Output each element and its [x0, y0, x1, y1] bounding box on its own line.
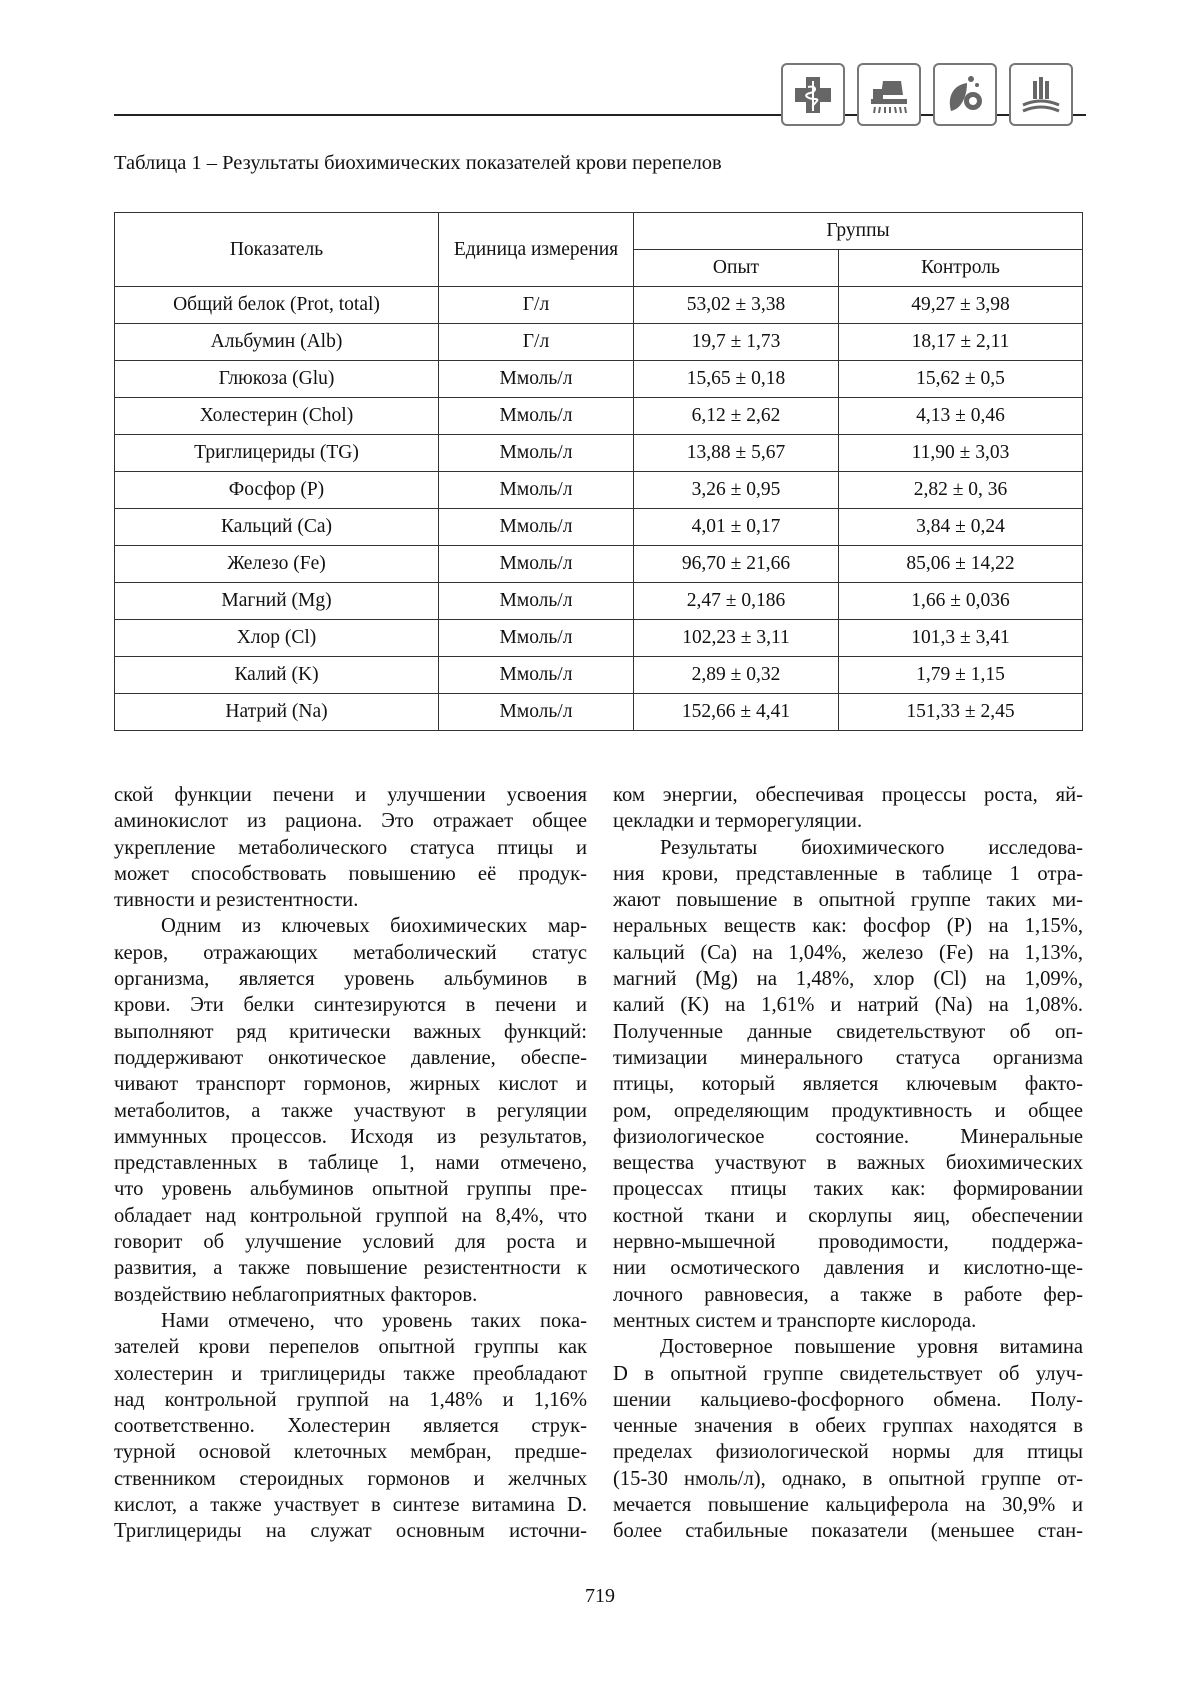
text-line: организма, является уровень альбуминов в: [114, 968, 587, 991]
header-unit: Единица измерения: [439, 213, 634, 287]
text-line: керов, отражающих метаболический статус: [114, 941, 587, 964]
left-text-column: [114, 782, 587, 1545]
text-line: поддерживают онкотическое давление, обеспе-: [114, 1046, 587, 1069]
cell-experiment: 2,47 ± 0,186: [634, 583, 839, 620]
right-text-column: [613, 782, 1083, 1545]
cell-control: 15,62 ± 0,5: [839, 361, 1083, 398]
text-line: ченные значения в обеих группах находятся в: [613, 1415, 1083, 1438]
text-line: тивности и резистентности.: [114, 889, 359, 912]
cell-control: 101,3 ± 3,41: [839, 620, 1083, 657]
paragraph: [114, 913, 587, 1307]
text-line: иммунных процессов. Исходя из результатов,: [114, 1125, 587, 1148]
combine-harvester-icon: [857, 63, 921, 126]
text-line: пределах физиологической нормы для птицы: [613, 1441, 1083, 1464]
cell-indicator: Глюкоза (Glu): [115, 361, 439, 398]
cell-unit: Ммоль/л: [439, 361, 634, 398]
cell-unit: Ммоль/л: [439, 620, 634, 657]
text-line: неральных веществ как: фосфор (Р) на 1,15%,: [613, 915, 1083, 938]
cell-unit: Ммоль/л: [439, 398, 634, 435]
cell-indicator: Триглицериды (TG): [115, 435, 439, 472]
header-experiment: Опыт: [634, 250, 839, 287]
cell-unit: Ммоль/л: [439, 583, 634, 620]
cell-experiment: 3,26 ± 0,95: [634, 472, 839, 509]
text-line: D в опытной группе свидетельствует об улуч-: [613, 1362, 1083, 1385]
table-row: [115, 694, 1083, 731]
header-indicator: Показатель: [115, 213, 439, 287]
text-line: Результаты биохимического исследова-: [660, 836, 1083, 859]
text-line: аминокислот из рациона. Это отражает общее: [114, 810, 587, 833]
text-line: цекладки и терморегуляции.: [613, 810, 863, 833]
paragraph: [114, 782, 587, 913]
cell-indicator: Кальций (Ca): [115, 509, 439, 546]
text-line: ментных систем и транспорте кислорода.: [613, 1309, 977, 1332]
text-line: магний (Mg) на 1,48%, хлор (Cl) на 1,09%,: [613, 968, 1083, 991]
table-row: [115, 361, 1083, 398]
text-line: кальций (Са) на 1,04%, железо (Fe) на 1,13%,: [613, 941, 1083, 964]
cell-control: 11,90 ± 3,03: [839, 435, 1083, 472]
cell-experiment: 6,12 ± 2,62: [634, 398, 839, 435]
text-line: над контрольной группой на 1,48% и 1,16%: [114, 1388, 587, 1411]
table-caption: Таблица 1 – Результаты биохимических показателей крови перепелов: [114, 152, 722, 174]
medical-cross-icon: [781, 63, 845, 126]
cell-indicator: Калий (K): [115, 657, 439, 694]
text-line: метаболитов, а также участвуют в регуляции: [114, 1099, 587, 1122]
text-line: калий (K) на 1,61% и натрий (Na) на 1,08%.: [613, 994, 1083, 1017]
cell-indicator: Железо (Fe): [115, 546, 439, 583]
cell-unit: Ммоль/л: [439, 509, 634, 546]
cell-indicator: Натрий (Na): [115, 694, 439, 731]
text-line: кислот, а также участвует в синтезе витамина D.: [114, 1494, 587, 1517]
text-line: выполняют ряд критически важных функций:: [114, 1020, 587, 1043]
leaf-gear-icon: [933, 63, 997, 126]
table-row: [115, 546, 1083, 583]
cell-indicator: Фосфор (P): [115, 472, 439, 509]
cell-experiment: 13,88 ± 5,67: [634, 435, 839, 472]
text-line: крови. Эти белки синтезируются в печени и: [114, 994, 587, 1017]
cell-control: 18,17 ± 2,11: [839, 324, 1083, 361]
text-line: укрепление метаболического статуса птицы и: [114, 836, 587, 859]
paragraph: [114, 1308, 587, 1545]
text-line: мечается повышение кальциферола на 30,9% и: [613, 1494, 1083, 1517]
text-line: шении кальциево-фосфорного обмена. Полу-: [613, 1388, 1083, 1411]
cell-unit: Ммоль/л: [439, 472, 634, 509]
text-line: Полученные данные свидетельствуют об оп-: [613, 1020, 1083, 1043]
cell-control: 3,84 ± 0,24: [839, 509, 1083, 546]
page-number: 719: [585, 1585, 615, 1607]
text-line: ния крови, представленные в таблице 1 отра-: [613, 862, 1083, 885]
text-line: Достоверное повышение уровня витамина: [660, 1336, 1083, 1359]
cell-experiment: 15,65 ± 0,18: [634, 361, 839, 398]
cell-indicator: Хлор (Cl): [115, 620, 439, 657]
text-line: тимизации минерального статуса организма: [613, 1046, 1083, 1069]
header-icons: [781, 63, 1073, 126]
text-line: турной основой клеточных мембран, предше-: [114, 1441, 587, 1464]
cell-unit: Ммоль/л: [439, 435, 634, 472]
cell-control: 85,06 ± 14,22: [839, 546, 1083, 583]
blood-biochemistry-table: [114, 212, 1083, 731]
text-line: костной ткани и скорлупы яиц, обеспечении: [613, 1204, 1083, 1227]
cell-control: 1,66 ± 0,036: [839, 583, 1083, 620]
text-line: соответственно. Холестерин является струк-: [114, 1415, 587, 1438]
cell-control: 151,33 ± 2,45: [839, 694, 1083, 731]
table-row: [115, 583, 1083, 620]
text-line: физиологическое состояние. Минеральные: [613, 1125, 1083, 1148]
text-line: обладает над контрольной группой на 8,4%, что: [114, 1204, 587, 1227]
header-groups: Группы: [634, 213, 1083, 250]
cell-experiment: 4,01 ± 0,17: [634, 509, 839, 546]
table-row: [115, 287, 1083, 324]
text-line: представленных в таблице 1, нами отмечено,: [114, 1152, 587, 1175]
cell-control: 49,27 ± 3,98: [839, 287, 1083, 324]
paragraph: [613, 835, 1083, 1335]
paragraph: [613, 1334, 1083, 1544]
text-line: зателей крови перепелов опытной группы как: [114, 1336, 587, 1359]
text-line: (15-30 нмоль/л), однако, в опытной группе от-: [613, 1467, 1083, 1490]
table-row: [115, 657, 1083, 694]
table-row: [115, 620, 1083, 657]
cell-unit: Г/л: [439, 287, 634, 324]
cell-control: 2,82 ± 0, 36: [839, 472, 1083, 509]
text-line: более стабильные показатели (меньшее стан-: [613, 1520, 1083, 1543]
cell-indicator: Магний (Mg): [115, 583, 439, 620]
cell-experiment: 53,02 ± 3,38: [634, 287, 839, 324]
cell-indicator: Холестерин (Chol): [115, 398, 439, 435]
header-control: Контроль: [839, 250, 1083, 287]
text-line: ской функции печени и улучшении усвоения: [114, 784, 587, 806]
wheat-field-icon: [1009, 63, 1073, 126]
text-line: птицы, который является ключевым факто-: [613, 1073, 1083, 1096]
cell-indicator: Альбумин (Alb): [115, 324, 439, 361]
text-line: развития, а также повышение резистентности к: [114, 1257, 587, 1280]
table-row: [115, 398, 1083, 435]
table-row: [115, 472, 1083, 509]
text-line: холестерин и триглицериды также преобладают: [114, 1362, 587, 1385]
text-line: вещества участвуют в важных биохимических: [613, 1152, 1083, 1175]
cell-unit: Ммоль/л: [439, 694, 634, 731]
text-line: что уровень альбуминов опытной группы пре-: [114, 1178, 587, 1201]
text-line: нервно-мышечной проводимости, поддержа-: [613, 1231, 1083, 1254]
cell-experiment: 152,66 ± 4,41: [634, 694, 839, 731]
cell-unit: Ммоль/л: [439, 546, 634, 583]
cell-control: 1,79 ± 1,15: [839, 657, 1083, 694]
paragraph: [613, 782, 1083, 835]
text-line: ком энергии, обеспечивая процессы роста, яй-: [613, 784, 1083, 806]
text-line: ром, определяющим продуктивность и общее: [613, 1099, 1083, 1122]
text-line: может способствовать повышению её продук-: [114, 862, 587, 885]
text-line: процессах птицы таких как: формировании: [613, 1178, 1083, 1201]
text-line: Нами отмечено, что уровень таких пока-: [161, 1309, 587, 1332]
cell-experiment: 19,7 ± 1,73: [634, 324, 839, 361]
text-line: жают повышение в опытной группе таких ми-: [613, 889, 1083, 912]
cell-experiment: 102,23 ± 3,11: [634, 620, 839, 657]
text-line: Триглицериды на служат основным источни-: [114, 1520, 587, 1543]
text-line: ственником стероидных гормонов и желчных: [114, 1467, 587, 1490]
text-line: воздействию неблагоприятных факторов.: [114, 1283, 478, 1306]
cell-experiment: 2,89 ± 0,32: [634, 657, 839, 694]
cell-control: 4,13 ± 0,46: [839, 398, 1083, 435]
text-line: лочного равновесия, а также в работе фер-: [613, 1283, 1083, 1306]
text-line: нии осмотического давления и кислотно-ще-: [613, 1257, 1083, 1280]
table-row: [115, 324, 1083, 361]
text-line: чивают транспорт гормонов, жирных кислот и: [114, 1073, 587, 1096]
text-line: Одним из ключевых биохимических мар-: [161, 915, 587, 938]
cell-indicator: Общий белок (Prot, total): [115, 287, 439, 324]
cell-experiment: 96,70 ± 21,66: [634, 546, 839, 583]
cell-unit: Г/л: [439, 324, 634, 361]
table-row: [115, 435, 1083, 472]
text-line: говорит об улучшение условий для роста и: [114, 1231, 587, 1254]
table-row: [115, 509, 1083, 546]
cell-unit: Ммоль/л: [439, 657, 634, 694]
